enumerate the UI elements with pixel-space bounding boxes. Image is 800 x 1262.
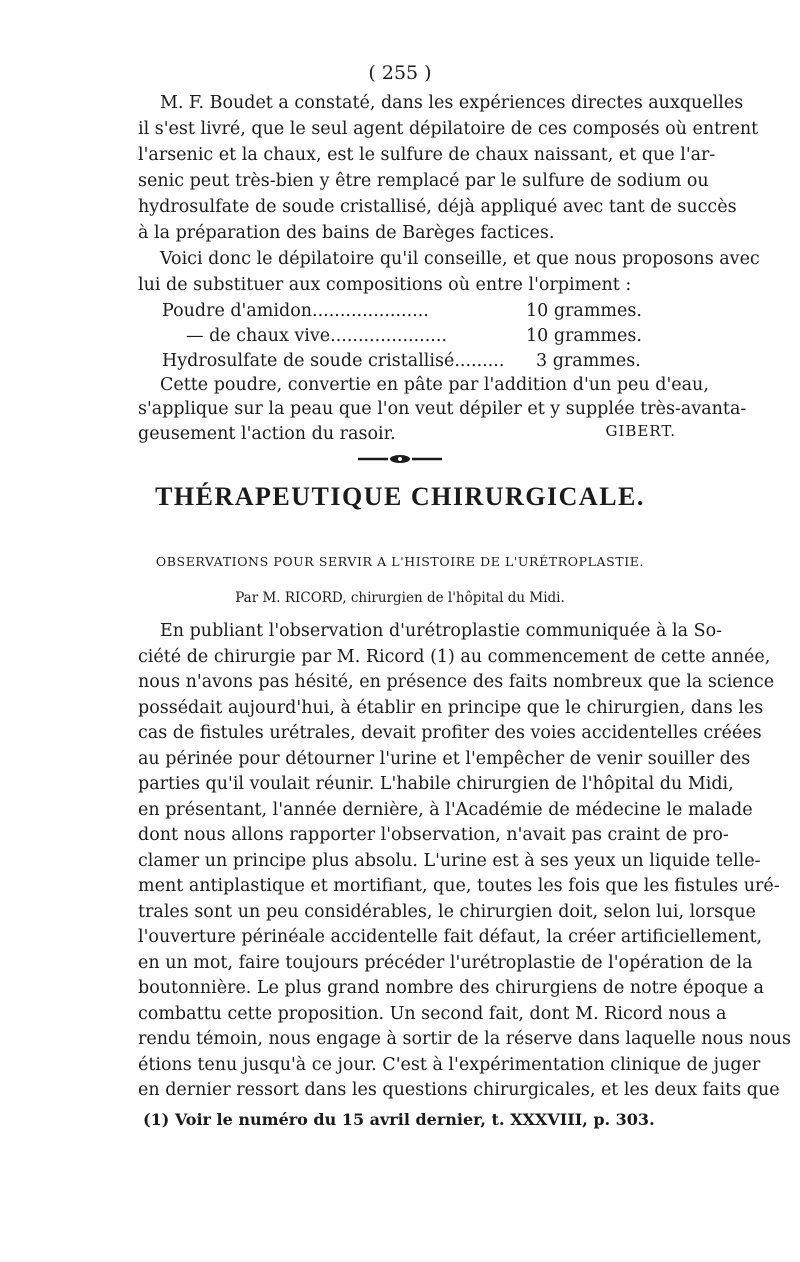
- page-number: ( 255 ): [368, 62, 432, 84]
- text-line: possédait aujourd'hui, à établir en principe que le chirurgien, dans les: [138, 697, 764, 718]
- text-line: cas de fistules urétrales, devait profiter des voies accidentelles créées: [138, 723, 762, 743]
- text-line: parties qu'il voulait réunir. L'habile chirurgien de l'hôpital du Midi,: [138, 774, 734, 794]
- recipe-item: [162, 348, 504, 374]
- footnote: (1) Voir le numéro du 15 avril dernier, t. XXXVIII, p. 303.: [143, 1110, 655, 1129]
- text-line: geusement l'action du rasoir.: [138, 424, 396, 444]
- recipe-item: [186, 323, 447, 349]
- text-line: en un mot, faire toujours précéder l'urétroplastie de l'opération de la: [138, 952, 753, 973]
- text-line: au périnée pour détourner l'urine et l'empêcher de venir souiller des: [138, 748, 751, 769]
- text-line: ment antiplastique et mortifiant, que, toutes les fois que les fistules uré-: [138, 876, 780, 896]
- divider-ornament: [356, 452, 444, 466]
- text-line: clamer un principe plus absolu. L'urine est à ses yeux un liquide telle-: [138, 850, 761, 871]
- recipe-amount: 10 grammes.: [526, 301, 642, 321]
- text-line: lui de substituer aux compositions où entre l'orpiment :: [138, 275, 632, 295]
- text-line: en présentant, l'année dernière, à l'Académie de médecine le malade: [138, 799, 753, 820]
- text-line: l'arsenic et la chaux, est le sulfure de chaux naissant, et que l'ar-: [138, 145, 716, 165]
- text-line: combattu cette proposition. Un second fait, dont M. Ricord nous a: [138, 1003, 727, 1024]
- text-line: trales sont un peu considérables, le chirurgien doit, selon lui, lorsque: [138, 901, 756, 922]
- text-line: ciété de chirurgie par M. Ricord (1) au commencement de cette année,: [138, 646, 771, 667]
- recipe-leader: .........: [454, 351, 505, 371]
- author-signature: GIBERT.: [605, 422, 676, 440]
- text-line: s'applique sur la peau que l'on veut dépiler et y supplée très-avanta-: [138, 399, 747, 419]
- text-line: nous n'avons pas hésité, en présence des faits nombreux que la science: [138, 672, 775, 692]
- recipe-ingredient: — de chaux vive: [186, 326, 331, 346]
- text-line: à la préparation des bains de Barèges factices.: [138, 223, 555, 243]
- recipe-item: [162, 298, 429, 324]
- text-line: Cette poudre, convertie en pâte par l'addition d'un peu d'eau,: [160, 375, 709, 395]
- recipe-amount: 3 grammes.: [536, 351, 641, 371]
- text-line: étions tenu jusqu'à ce jour. C'est à l'expérimentation clinique de juger: [138, 1054, 761, 1075]
- recipe-ingredient: Hydrosulfate de soude cristallisé: [162, 351, 455, 371]
- text-line: dont nous allons rapporter l'observation, n'avait pas craint de pro-: [138, 825, 729, 845]
- recipe-leader: .....................: [312, 301, 429, 321]
- section-title: THÉRAPEUTIQUE CHIRURGICALE.: [155, 482, 645, 511]
- text-line: boutonnière. Le plus grand nombre des chirurgiens de notre époque a: [138, 978, 764, 998]
- recipe-leader: .....................: [330, 326, 447, 346]
- recipe-amount: 10 grammes.: [526, 326, 642, 346]
- text-line: il s'est livré, que le seul agent dépilatoire de ces composés où entrent: [138, 119, 759, 139]
- text-line: en dernier ressort dans les questions chirurgicales, et les deux faits que: [138, 1080, 780, 1100]
- text-line: En publiant l'observation d'urétroplastie communiquée à la So-: [160, 621, 723, 641]
- text-line: l'ouverture périnéale accidentelle fait défaut, la créer artificiellement,: [138, 927, 763, 947]
- article-title: OBSERVATIONS POUR SERVIR A L'HISTOIRE DE L'URÉTROPLASTIE.: [155, 554, 645, 569]
- text-line: Voici donc le dépilatoire qu'il conseille, et que nous proposons avec: [160, 249, 760, 269]
- text-line: M. F. Boudet a constaté, dans les expériences directes auxquelles: [160, 93, 744, 113]
- text-line: hydrosulfate de soude cristallisé, déjà appliqué avec tant de succès: [138, 197, 737, 217]
- text-line: rendu témoin, nous engage à sortir de la réserve dans laquelle nous nous: [138, 1029, 792, 1049]
- recipe-ingredient: Poudre d'amidon: [162, 301, 313, 321]
- article-byline: Par M. RICORD, chirurgien de l'hôpital du Midi.: [235, 590, 565, 606]
- text-line: senic peut très-bien y être remplacé par le sulfure de sodium ou: [138, 171, 709, 191]
